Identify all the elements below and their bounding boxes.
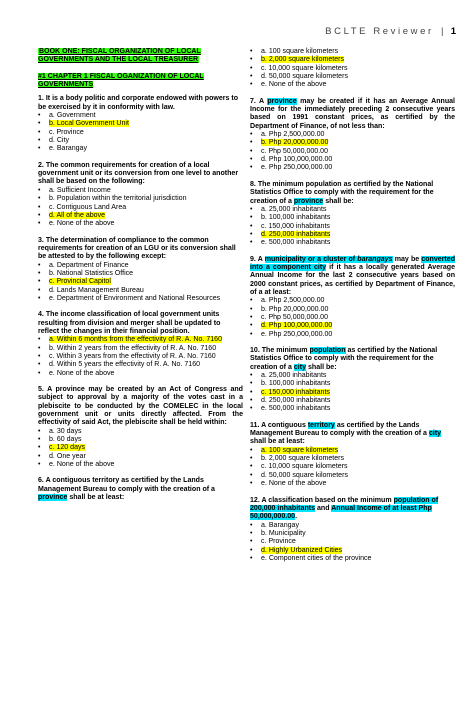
question-text: 10. The minimum population as certified by the National Statistics Office to comply with the requirement for the creation of a city shall be: xyxy=(250,347,438,371)
keyword-highlight: population xyxy=(309,347,346,354)
option-answer: • a. 100 square kilometers xyxy=(250,447,455,455)
options-list xyxy=(250,48,455,90)
option: • e. None of the above xyxy=(250,480,455,488)
option: • c. Province xyxy=(38,129,243,137)
question-text: 8. The minimum population as certified by the National Statistics Office to comply with the requirement for the creation of a province shall be: xyxy=(250,180,434,205)
option: • c. Province xyxy=(250,538,455,546)
question-text: 9. A municipality or a cluster of barangays may be converted into a component city if it has a locally generated Average Annual Income for the last 2 consecutive years based on 2000 constant prices, as certified by Department of Finance, of a at least: xyxy=(250,255,456,296)
options-list xyxy=(250,372,455,414)
option: • e. Php 250,000,000.00 xyxy=(250,164,455,172)
option: • c. 10,000 square kilometers xyxy=(250,463,455,471)
option: • a. Sufficient Income xyxy=(38,187,243,195)
question-11 xyxy=(250,422,455,489)
question-8 xyxy=(250,181,455,248)
keyword-highlight: province xyxy=(38,494,68,502)
option: • a. Department of Finance xyxy=(38,262,243,270)
option: • d. Php 100,000,000.00 xyxy=(250,156,455,164)
option: • b. Php 20,000,000.00 xyxy=(250,306,455,314)
option: • e. Department of Environment and National Resources xyxy=(38,295,243,303)
option-answer: • d. 250,000 inhabitants xyxy=(250,231,455,239)
option: • e. None of the above xyxy=(38,220,243,228)
option-answer: • b. Local Government Unit xyxy=(38,120,243,128)
header-separator: | xyxy=(440,26,444,37)
option-answer: • b. Php 20,000,000.00 xyxy=(250,139,455,147)
keyword-highlight: Annual Income of at least Php 50,000,000.00 xyxy=(250,504,432,521)
options-list xyxy=(250,297,455,339)
option: • e. None of the above xyxy=(38,370,243,378)
options-list xyxy=(38,428,243,470)
options-list xyxy=(38,187,243,229)
option: • d. Within 5 years the effectivity of R. A. No. 7160 xyxy=(38,361,243,369)
question-12 xyxy=(250,497,455,564)
question-2 xyxy=(38,162,243,229)
option: • d. 50,000 square kilometers xyxy=(250,73,455,81)
option: • c. Php 50,000,000.00 xyxy=(250,314,455,322)
page-header xyxy=(325,26,456,37)
option: • a. 25,000 inhabitants xyxy=(250,372,455,380)
book-title: BOOK ONE: FISCAL ORGANIZATION OF LOCAL GOVERNMENTS AND THE LOCAL TREASURER xyxy=(38,48,201,64)
option-answer: • a. Within 6 months from the effectivity of R. A. No. 7160 xyxy=(38,336,243,344)
keyword-highlight: province xyxy=(267,97,297,105)
keyword-highlight: province xyxy=(293,197,324,205)
question-6 xyxy=(38,477,243,502)
keyword-highlight: population of 200,000 inhabitants xyxy=(250,496,439,512)
keyword-highlight: city xyxy=(428,430,442,438)
option: • c. Within 3 years from the effectivity of R. A. No. 7160 xyxy=(38,353,243,361)
option: • a. Barangay xyxy=(250,522,455,530)
keyword-highlight: territory xyxy=(307,421,335,429)
option: • d. City xyxy=(38,137,243,145)
options-list xyxy=(250,522,455,564)
options-list xyxy=(250,131,455,173)
page-number: 1 xyxy=(450,26,456,37)
option: • a. 25,000 inhabitants xyxy=(250,206,455,214)
question-3 xyxy=(38,237,243,304)
option: • b. Municipality xyxy=(250,530,455,538)
option-answer: • d. Php 100,000,000.00 xyxy=(250,322,455,330)
chapter-title: #1 CHAPTER 1 FISCAL OGANIZATION OF LOCAL GOVERNMENTS xyxy=(38,72,204,89)
option-answer: • c. 120 days xyxy=(38,444,243,452)
options-list xyxy=(38,112,243,154)
option-answer: • d. Highly Urbanized Cities xyxy=(250,547,455,555)
option: • b. 100,000 inhabitants xyxy=(250,214,455,222)
question-4 xyxy=(38,311,243,378)
option: • a. Government xyxy=(38,112,243,120)
question-6-options xyxy=(250,48,455,90)
option: • a. 30 days xyxy=(38,428,243,436)
option: • e. 500,000 inhabitants xyxy=(250,405,455,413)
question-text: 6. A contiguous territory as certified by the Lands Management Bureau to comply with the creation of a province shall be at least: xyxy=(38,477,215,502)
keyword-highlight: municipality or a cluster of barangays xyxy=(264,255,393,263)
option: • a. Php 2,500,000.00 xyxy=(250,131,455,139)
option: • b. Within 2 years from the effectivity of R. A. No. 7160 xyxy=(38,345,243,353)
question-7 xyxy=(250,98,455,173)
keyword-highlight: converted into a component city xyxy=(250,255,456,271)
question-9 xyxy=(250,256,455,339)
option: • b. 2,000 square kilometers xyxy=(250,455,455,463)
question-5 xyxy=(38,386,243,469)
option-answer: • b. 2,000 square kilometers xyxy=(250,56,455,64)
option: • b. 60 days xyxy=(38,436,243,444)
option: • d. 50,000 square kilometers xyxy=(250,472,455,480)
option: • c. 150,000 inhabitants xyxy=(250,223,455,231)
option: • e. None of the above xyxy=(38,461,243,469)
option: • a. Php 2,500,000.00 xyxy=(250,297,455,305)
question-text: 11. A contiguous territory as certified by the Lands Management Bureau to comply with the creation of a city shall be at least: xyxy=(250,421,442,446)
options-list xyxy=(250,447,455,489)
option: • b. 100,000 inhabitants xyxy=(250,380,455,388)
option-answer: • d. All of the above xyxy=(38,212,243,220)
question-text: 3. The determination of compliance to the common requirements for creation of an LGU or its conversion shall be attested to by the following except: xyxy=(38,236,236,261)
header-title: BCLTE Reviewer xyxy=(325,26,434,37)
option-answer: • c. 150,000 inhabitants xyxy=(250,389,455,397)
option: • e. 500,000 inhabitants xyxy=(250,239,455,247)
option: • c. Php 50,000,000.00 xyxy=(250,148,455,156)
left-column xyxy=(38,48,243,511)
option: • b. Population within the territorial jurisdiction xyxy=(38,195,243,203)
option: • c. 10,000 square kilometers xyxy=(250,65,455,73)
option: • e. Component cities of the province xyxy=(250,555,455,563)
question-1 xyxy=(38,95,243,153)
option: • d. One year xyxy=(38,453,243,461)
options-list xyxy=(250,206,455,248)
option: • e. Barangay xyxy=(38,145,243,153)
option: • e. None of the above xyxy=(250,81,455,89)
keyword-highlight: city xyxy=(293,363,307,371)
options-list xyxy=(38,262,243,304)
question-text: 12. A classification based on the minimum population of 200,000 inhabitants and Annual Income of at least Php 50,000,000.00. xyxy=(250,496,439,521)
right-column xyxy=(250,48,455,571)
question-10 xyxy=(250,347,455,414)
option: • e. Php 250,000,000.00 xyxy=(250,331,455,339)
option: • d. Lands Management Bureau xyxy=(38,287,243,295)
option: • c. Contiguous Land Area xyxy=(38,204,243,212)
options-list xyxy=(38,336,243,378)
option-answer: • c. Provincial Capitol xyxy=(38,278,243,286)
option: • a. 100 square kilometers xyxy=(250,48,455,56)
question-text: 7. A province may be created if it has an Average Annual Income for the immediately preceding 2 consecutive years based on 1991 constant prices, as certified by the Department of Finance, of not less than: xyxy=(250,97,456,130)
option: • d. 250,000 inhabitants xyxy=(250,397,455,405)
question-text: 2. The common requirements for creation of a local government unit or its conversion from one level to another shall be based on the following: xyxy=(38,161,239,186)
question-text: 1. It is a body politic and corporate endowed with powers to be exercised by it in conformity with law. xyxy=(38,95,239,111)
question-text: 4. The income classification of local government units resulting from division and merger shall be updated to reflect the changes in their financial position. xyxy=(38,311,221,335)
option: • b. National Statistics Office xyxy=(38,270,243,278)
question-text: 5. A province may be created by an Act of Congress and subject to approval by a majority of the votes cast in a plebiscite to be conducted by the COMELEC in the local government unit or units directly affected. From the effectivity of said Act, the plebiscite shall be held within: xyxy=(38,386,243,427)
